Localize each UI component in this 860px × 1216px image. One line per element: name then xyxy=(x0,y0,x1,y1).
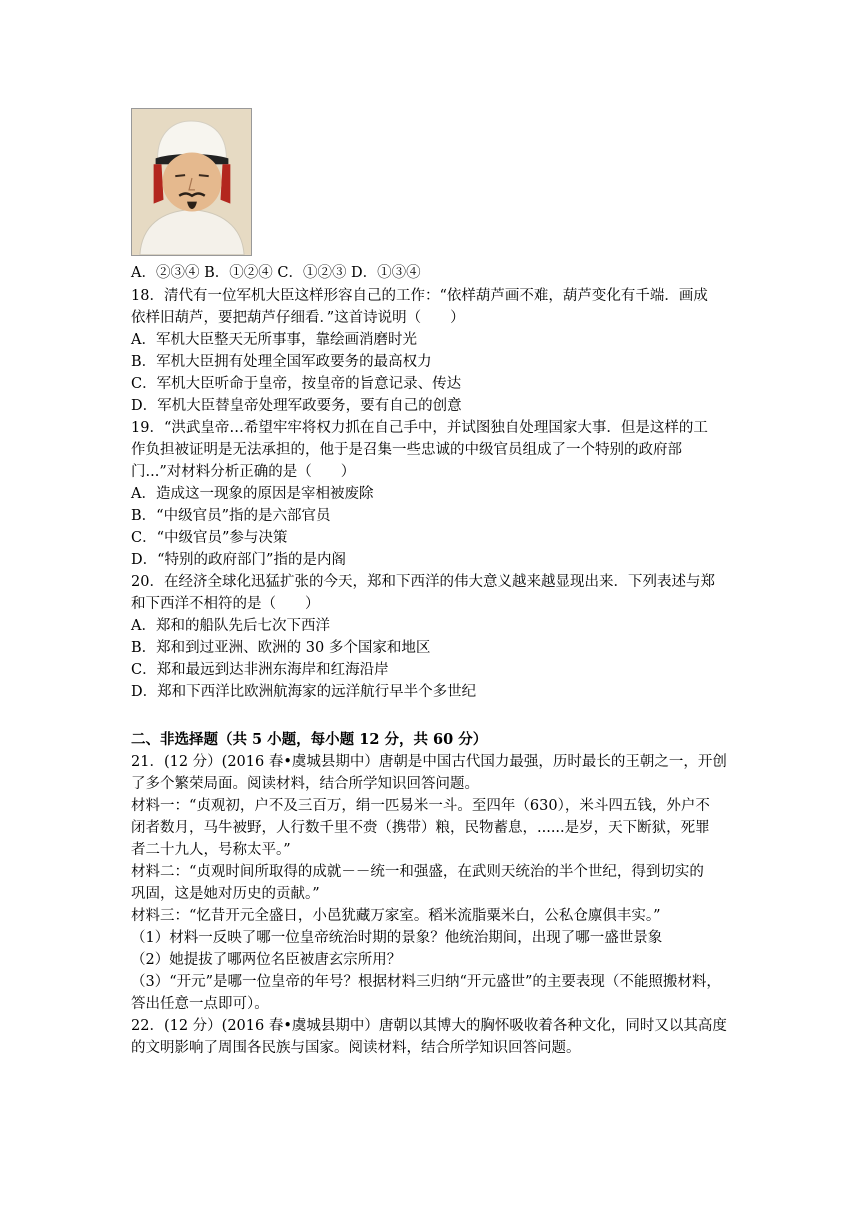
q21-material1-line1: 材料一：“贞观初，户不及三百万，绢一匹易米一斗。至四年（630），米斗四五钱，外户不 xyxy=(131,798,710,814)
q20-option-b: B．郑和到过亚洲、欧洲的 30 多个国家和地区 xyxy=(131,640,431,656)
q21-subq3-line1: （3）“开元”是哪一位皇帝的年号？根据材料三归纳“开元盛世”的主要表现（不能照搬材料， xyxy=(131,974,721,990)
q21-line2: 了多个繁荣局面。阅读材料，结合所学知识回答问题。 xyxy=(131,776,479,792)
q21-material1-line3: 者二十九人，号称太平。” xyxy=(131,842,291,858)
q19-option-c: C．“中级官员”参与决策 xyxy=(131,530,288,546)
q21-line1: 21．(12 分）(2016 春•虞城县期中）唐朝是中国古代国力最强，历时最长的王朝之一，开创 xyxy=(131,754,727,770)
q21-subq1: （1）材料一反映了哪一位皇帝统治时期的景象？他统治期间，出现了哪一盛世景象 xyxy=(131,930,663,946)
q19-stem-line2: 作负担被证明是无法承担的，他于是召集一些忠诚的中级官员组成了一个特别的政府部 xyxy=(131,442,682,458)
portrait-image xyxy=(131,108,252,256)
q18-option-b: B．军机大臣拥有处理全国军政要务的最高权力 xyxy=(131,354,432,370)
q21-material2-line2: 巩固，这是她对历史的贡献。” xyxy=(131,886,320,902)
q21-material1-line2: 闭者数月，马牛被野，人行数千里不赍（携带）粮，民物蓄息，......是岁，天下断狱，死罪 xyxy=(131,820,710,836)
portrait-icon xyxy=(132,109,251,255)
q18-option-d: D．军机大臣替皇帝处理军政要务，要有自己的创意 xyxy=(131,398,462,414)
q20-stem-line2: 和下西洋不相符的是（ ） xyxy=(131,596,320,612)
q20-option-c: C．郑和最远到达非洲东海岸和红海沿岸 xyxy=(131,662,389,678)
q22-line1: 22．(12 分）(2016 春•虞城县期中）唐朝以其博大的胸怀吸收着各种文化，同时又以其高度 xyxy=(131,1018,727,1034)
q21-material2-line1: 材料二：“贞观时间所取得的成就－－统一和强盛，在武则天统治的半个世纪，得到切实的 xyxy=(131,864,704,880)
q20-option-a: A．郑和的船队先后七次下西洋 xyxy=(131,618,330,634)
q18-stem-line2: 依样旧葫芦，要把葫芦仔细看．”这首诗说明（ ） xyxy=(131,310,465,326)
q20-stem-line1: 20．在经济全球化迅猛扩张的今天，郑和下西洋的伟大意义越来越显现出来．下列表述与郑 xyxy=(131,574,715,590)
q21-subq3-line2: 答出任意一点即可）。 xyxy=(131,996,269,1012)
q17-options: A．②③④ B．①②④ C．①②③ D．①③④ xyxy=(131,265,421,281)
q22-line2: 的文明影响了周围各民族与国家。阅读材料，结合所学知识回答问题。 xyxy=(131,1040,581,1056)
q19-stem-line3: 门...”对材料分析正确的是（ ） xyxy=(131,464,356,480)
q21-material3-line1: 材料三：“忆昔开元全盛日，小邑犹藏万家室。稻米流脂粟米白，公私仓廪俱丰实。” xyxy=(131,908,661,924)
section-title: 二、非选择题（共 5 小题，每小题 12 分，共 60 分） xyxy=(131,731,488,748)
q18-stem-line1: 18．清代有一位军机大臣这样形容自己的工作：“依样葫芦画不难，葫芦变化有千端．画成 xyxy=(131,288,708,304)
q21-subq2: （2）她提拔了哪两位名臣被唐玄宗所用？ xyxy=(131,952,402,968)
q18-option-c: C．军机大臣听命于皇帝，按皇帝的旨意记录、传达 xyxy=(131,376,462,392)
q20-option-d: D．郑和下西洋比欧洲航海家的远洋航行早半个多世纪 xyxy=(131,684,477,700)
q19-option-a: A．造成这一现象的原因是宰相被废除 xyxy=(131,486,374,502)
q19-stem-line1: 19．“洪武皇帝…希望牢牢将权力抓在自己手中，并试图独自处理国家大事．但是这样的工 xyxy=(131,420,708,436)
q18-option-a: A．军机大臣整天无所事事，靠绘画消磨时光 xyxy=(131,332,417,348)
q19-option-d: D．“特别的政府部门”指的是内阁 xyxy=(131,552,346,568)
q19-option-b: B．“中级官员”指的是六部官员 xyxy=(131,508,331,524)
